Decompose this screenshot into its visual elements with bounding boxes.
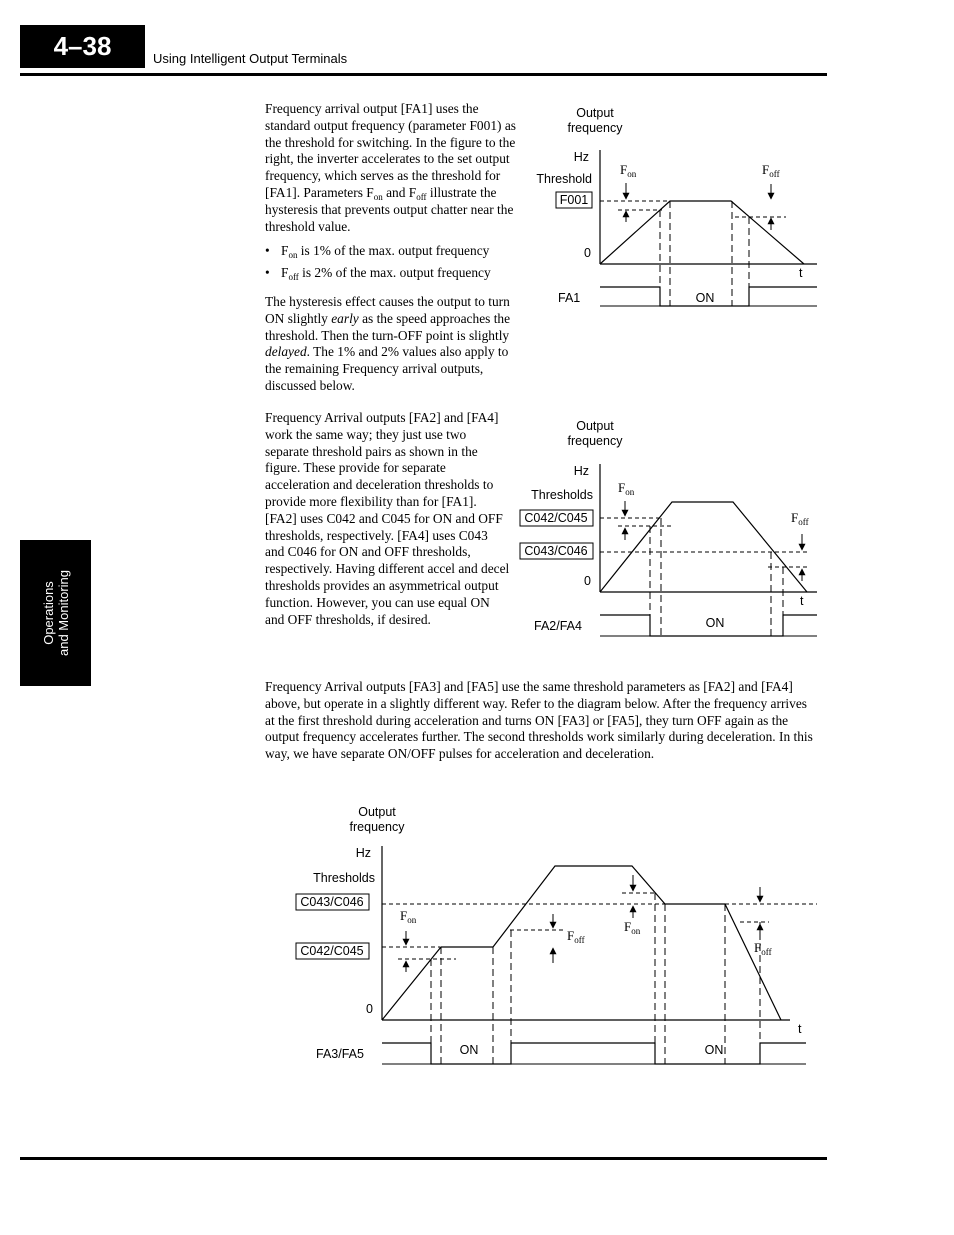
- d3-on-label-1: ON: [459, 1043, 479, 1057]
- d2-param-lower-label: C043/C046: [524, 544, 588, 558]
- fa2-fa4-timing-diagram: [520, 419, 817, 636]
- d1-foff-label: $F_{off}$: [762, 162, 780, 179]
- bullet-foff: • $F_{off}$ is 2% of the max. output frequency: [265, 265, 491, 282]
- d3-fon-label-2: $F_{on}$: [624, 919, 641, 936]
- d1-frequency-curve: [600, 201, 804, 264]
- d2-fon-label: $F_{on}$: [618, 480, 635, 497]
- d2-frequency-curve: [600, 502, 807, 592]
- d3-param-lower-label: C042/C045: [300, 944, 364, 958]
- d3-signal-label: FA3/FA5: [316, 1047, 364, 1061]
- d2-foff-label: $F_{off}$: [791, 510, 809, 527]
- d3-t-label: t: [798, 1022, 802, 1036]
- hysteresis-paragraph: The hysteresis effect causes the output to turn ON slightly early as the speed approaches the threshold. Then the turn-OFF point is slightly delayed. The 1% and 2% values also apply to the remaining Frequency arrival outputs, discussed below.: [265, 294, 511, 393]
- d3-fon-label-1: $F_{on}$: [400, 908, 417, 925]
- d1-threshold-label: Threshold: [536, 172, 592, 186]
- d3-param-upper-label: C043/C046: [300, 895, 364, 909]
- d1-signal-label: FA1: [558, 291, 581, 305]
- d3-ylabel-line1: Output: [358, 805, 396, 819]
- header-title: Using Intelligent Output Terminals: [153, 51, 348, 66]
- d1-zero-label: 0: [584, 246, 591, 260]
- d2-t-label: t: [800, 594, 804, 608]
- fa3-fa5-paragraph: Frequency Arrival outputs [FA3] and [FA5] use the same threshold parameters as [FA2] and [FA4] above, but operate in a slightly different way. Refer to the diagram below. After the frequency arrives at the first threshold during acceleration and turns ON [FA3] or [FA5], they turn OFF again as the output frequency accelerates further. The second thresholds work similarly during deceleration. In this way, we have separate ON/OFF pulses for acceleration and deceleration.: [265, 679, 813, 762]
- d1-ylabel-line1: Output: [576, 106, 614, 120]
- d1-ylabel-line2: frequency: [567, 121, 623, 135]
- d2-param-upper-label: C042/C045: [524, 511, 588, 525]
- d1-on-label: ON: [695, 291, 715, 305]
- d3-foff-label-2: $F_{off}$: [754, 940, 772, 957]
- d2-signal-label: FA2/FA4: [534, 619, 582, 633]
- fa1-paragraph: Frequency arrival output [FA1] uses the standard output frequency (parameter F001) as the threshold for switching. In the figure to the right, the inverter accelerates to the set output frequency, which serves as the threshold for [FA1]. Parameters $F_{on}$ and $F_{off}$ illustrate the hysteresis that prevents output chatter near the threshold value.: [265, 101, 516, 234]
- d1-hz-label: Hz: [573, 150, 589, 164]
- d2-ylabel-line1: Output: [576, 419, 614, 433]
- page-number: 4–38: [20, 25, 145, 68]
- fa3-fa5-timing-diagram: [296, 805, 817, 1064]
- d2-hz-label: Hz: [573, 464, 589, 478]
- d3-foff-label-1: $F_{off}$: [567, 928, 585, 945]
- d3-thresholds-label: Thresholds: [313, 871, 375, 885]
- d1-fon-label: $F_{on}$: [620, 162, 637, 179]
- d3-zero-label: 0: [366, 1002, 373, 1016]
- bullet-fon: • $F_{on}$ is 1% of the max. output frequency: [265, 243, 490, 260]
- fa1-timing-diagram: [536, 106, 817, 306]
- d3-hz-label: Hz: [355, 846, 371, 860]
- side-tab-label: Operations and Monitoring: [40, 570, 71, 656]
- d1-t-label: t: [799, 266, 803, 280]
- d1-param-label: F001: [559, 193, 589, 207]
- fa2-fa4-paragraph: Frequency Arrival outputs [FA2] and [FA4] work the same way; they just use two separate threshold pairs as shown in the figure. These provide for separate acceleration and deceleration thresholds to provide more flexibility than for [FA1]. [FA2] uses C042 and C045 for ON and OFF thresholds, respectively. [FA4] uses C043 and C046 for ON and OFF thresholds, respectively. Having different accel and decel thresholds provides an asymmetrical output function. However, you can use equal ON and OFF thresholds, if desired.: [265, 410, 510, 627]
- d2-ylabel-line2: frequency: [567, 434, 623, 448]
- d2-on-label: ON: [705, 616, 725, 630]
- d2-thresholds-label: Thresholds: [531, 488, 593, 502]
- d3-ylabel-line2: frequency: [349, 820, 405, 834]
- d3-signal-trace: [382, 1043, 806, 1064]
- d3-on-label-2: ON: [704, 1043, 724, 1057]
- d2-zero-label: 0: [584, 574, 591, 588]
